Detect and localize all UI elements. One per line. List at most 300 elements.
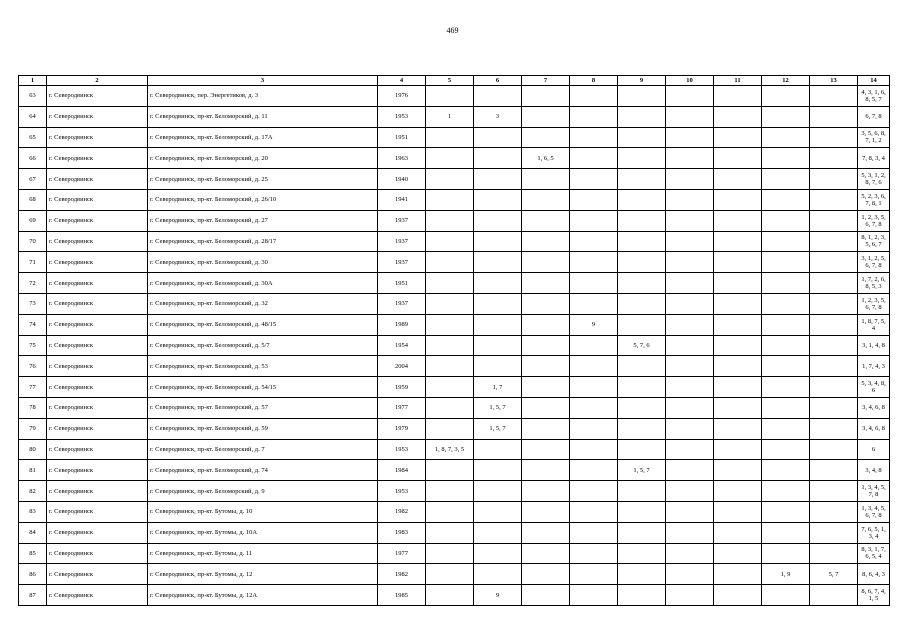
col11-cell bbox=[714, 314, 762, 335]
col6-cell: 1, 5, 7 bbox=[474, 397, 522, 418]
col9-cell bbox=[618, 522, 666, 543]
col6-cell bbox=[474, 439, 522, 460]
table-row bbox=[19, 148, 890, 169]
col12-cell bbox=[762, 522, 810, 543]
col11-cell bbox=[714, 231, 762, 252]
col12-cell bbox=[762, 169, 810, 190]
col5-cell bbox=[426, 522, 474, 543]
column-header-6: 6 bbox=[474, 76, 522, 86]
col8-cell bbox=[570, 501, 618, 522]
col9-cell bbox=[618, 169, 666, 190]
col5-cell bbox=[426, 127, 474, 148]
col13-cell bbox=[810, 314, 858, 335]
col8-cell bbox=[570, 397, 618, 418]
col12-cell bbox=[762, 460, 810, 481]
col14-cell: 8, 1, 2, 3, 5, 6, 7 bbox=[858, 231, 890, 252]
col10-cell bbox=[666, 231, 714, 252]
table-row bbox=[19, 418, 890, 439]
col10-cell bbox=[666, 439, 714, 460]
col6-cell bbox=[474, 356, 522, 377]
table-row bbox=[19, 273, 890, 294]
address-cell: г. Северодвинск, пр-кт. Беломорский, д. 57 bbox=[148, 397, 378, 418]
col8-cell bbox=[570, 481, 618, 502]
col14-cell: 1, 7, 2, 6, 8, 5, 3 bbox=[858, 273, 890, 294]
col11-cell bbox=[714, 543, 762, 564]
col14-cell: 3, 1, 4, 8 bbox=[858, 335, 890, 356]
city-cell: г. Северодвинск bbox=[47, 522, 148, 543]
address-cell: г. Северодвинск, пр-кт. Беломорский, д. 30А bbox=[148, 273, 378, 294]
col7-cell bbox=[522, 377, 570, 398]
row-number: 86 bbox=[19, 564, 47, 585]
col10-cell bbox=[666, 377, 714, 398]
city-cell: г. Северодвинск bbox=[47, 356, 148, 377]
col12-cell bbox=[762, 418, 810, 439]
address-cell: г. Северодвинск, пр-кт. Бутомы, д. 12 bbox=[148, 564, 378, 585]
col9-cell bbox=[618, 501, 666, 522]
col12-cell: 1, 9 bbox=[762, 564, 810, 585]
col5-cell bbox=[426, 501, 474, 522]
table-row bbox=[19, 252, 890, 273]
col9-cell bbox=[618, 397, 666, 418]
address-cell: г. Северодвинск, пр-кт. Беломорский, д. 26/10 bbox=[148, 189, 378, 210]
address-cell: г. Северодвинск, пр-кт. Беломорский, д. 59 bbox=[148, 418, 378, 439]
row-number: 74 bbox=[19, 314, 47, 335]
address-cell: г. Северодвинск, пр-кт. Беломорский, д. 54/15 bbox=[148, 377, 378, 398]
table-row bbox=[19, 293, 890, 314]
col5-cell bbox=[426, 148, 474, 169]
table-row bbox=[19, 169, 890, 190]
address-cell: г. Северодвинск, пр-кт. Беломорский, д. 74 bbox=[148, 460, 378, 481]
city-cell: г. Северодвинск bbox=[47, 335, 148, 356]
col7-cell bbox=[522, 231, 570, 252]
year-cell: 1953 bbox=[378, 439, 426, 460]
col9-cell bbox=[618, 86, 666, 107]
row-number: 69 bbox=[19, 210, 47, 231]
row-number: 80 bbox=[19, 439, 47, 460]
col7-cell bbox=[522, 273, 570, 294]
city-cell: г. Северодвинск bbox=[47, 252, 148, 273]
table-row bbox=[19, 86, 890, 107]
col8-cell bbox=[570, 335, 618, 356]
col6-cell bbox=[474, 481, 522, 502]
col7-cell bbox=[522, 564, 570, 585]
city-cell: г. Северодвинск bbox=[47, 439, 148, 460]
address-cell: г. Северодвинск, пр-кт. Беломорский, д. 32 bbox=[148, 293, 378, 314]
city-cell: г. Северодвинск bbox=[47, 148, 148, 169]
col13-cell bbox=[810, 273, 858, 294]
row-number: 66 bbox=[19, 148, 47, 169]
address-cell: г. Северодвинск, пр-кт. Бутомы, д. 12А bbox=[148, 585, 378, 606]
col7-cell bbox=[522, 127, 570, 148]
col9-cell bbox=[618, 127, 666, 148]
year-cell: 1983 bbox=[378, 522, 426, 543]
col6-cell bbox=[474, 86, 522, 107]
address-cell: г. Северодвинск, пр-кт. Беломорский, д. 53 bbox=[148, 356, 378, 377]
table-body bbox=[19, 86, 890, 606]
column-header-3: 3 bbox=[148, 76, 378, 86]
col9-cell bbox=[618, 314, 666, 335]
col5-cell bbox=[426, 397, 474, 418]
year-cell: 1959 bbox=[378, 377, 426, 398]
col12-cell bbox=[762, 127, 810, 148]
col5-cell bbox=[426, 356, 474, 377]
col11-cell bbox=[714, 418, 762, 439]
col5-cell bbox=[426, 460, 474, 481]
col11-cell bbox=[714, 293, 762, 314]
col10-cell bbox=[666, 106, 714, 127]
column-header-1: 1 bbox=[19, 76, 47, 86]
col5-cell: 1, 8, 7, 3, 5 bbox=[426, 439, 474, 460]
col13-cell bbox=[810, 169, 858, 190]
col12-cell bbox=[762, 148, 810, 169]
column-header-7: 7 bbox=[522, 76, 570, 86]
col7-cell bbox=[522, 439, 570, 460]
col10-cell bbox=[666, 189, 714, 210]
col8-cell bbox=[570, 189, 618, 210]
col9-cell bbox=[618, 189, 666, 210]
year-cell: 1979 bbox=[378, 418, 426, 439]
row-number: 70 bbox=[19, 231, 47, 252]
col12-cell bbox=[762, 231, 810, 252]
col9-cell bbox=[618, 252, 666, 273]
col5-cell bbox=[426, 564, 474, 585]
table-row bbox=[19, 501, 890, 522]
table-row bbox=[19, 335, 890, 356]
row-number: 82 bbox=[19, 481, 47, 502]
row-number: 73 bbox=[19, 293, 47, 314]
col12-cell bbox=[762, 273, 810, 294]
year-cell: 1951 bbox=[378, 127, 426, 148]
table-row bbox=[19, 481, 890, 502]
col7-cell bbox=[522, 314, 570, 335]
col9-cell bbox=[618, 231, 666, 252]
column-number-header-row bbox=[19, 76, 890, 86]
city-cell: г. Северодвинск bbox=[47, 377, 148, 398]
city-cell: г. Северодвинск bbox=[47, 501, 148, 522]
col8-cell bbox=[570, 585, 618, 606]
col14-cell: 3, 5, 6, 8, 7, 1, 2 bbox=[858, 127, 890, 148]
col5-cell bbox=[426, 543, 474, 564]
col6-cell bbox=[474, 335, 522, 356]
col13-cell bbox=[810, 252, 858, 273]
col7-cell bbox=[522, 293, 570, 314]
col12-cell bbox=[762, 335, 810, 356]
col9-cell bbox=[618, 106, 666, 127]
col11-cell bbox=[714, 210, 762, 231]
col12-cell bbox=[762, 293, 810, 314]
year-cell: 1977 bbox=[378, 397, 426, 418]
col14-cell: 8, 6, 7, 4, 1, 5 bbox=[858, 585, 890, 606]
col14-cell: 7, 8, 3, 4 bbox=[858, 148, 890, 169]
col13-cell: 5, 7 bbox=[810, 564, 858, 585]
col6-cell: 3 bbox=[474, 106, 522, 127]
col10-cell bbox=[666, 252, 714, 273]
col13-cell bbox=[810, 481, 858, 502]
col8-cell bbox=[570, 252, 618, 273]
row-number: 64 bbox=[19, 106, 47, 127]
col14-cell: 3, 4, 6, 8 bbox=[858, 418, 890, 439]
col8-cell bbox=[570, 377, 618, 398]
col12-cell bbox=[762, 356, 810, 377]
col5-cell bbox=[426, 86, 474, 107]
row-number: 78 bbox=[19, 397, 47, 418]
row-number: 65 bbox=[19, 127, 47, 148]
col7-cell bbox=[522, 252, 570, 273]
col10-cell bbox=[666, 397, 714, 418]
col9-cell bbox=[618, 439, 666, 460]
column-header-8: 8 bbox=[570, 76, 618, 86]
city-cell: г. Северодвинск bbox=[47, 273, 148, 294]
col11-cell bbox=[714, 148, 762, 169]
col10-cell bbox=[666, 293, 714, 314]
col11-cell bbox=[714, 189, 762, 210]
col8-cell bbox=[570, 460, 618, 481]
address-cell: г. Северодвинск, пр-кт. Беломорский, д. 30 bbox=[148, 252, 378, 273]
address-cell: г. Северодвинск, пр-кт. Беломорский, д. 7 bbox=[148, 439, 378, 460]
col10-cell bbox=[666, 273, 714, 294]
col8-cell bbox=[570, 418, 618, 439]
col14-cell: 1, 3, 4, 5, 6, 7, 8 bbox=[858, 501, 890, 522]
col10-cell bbox=[666, 314, 714, 335]
col14-cell: 5, 3, 1, 2, 8, 7, 6 bbox=[858, 169, 890, 190]
col7-cell bbox=[522, 169, 570, 190]
col6-cell bbox=[474, 189, 522, 210]
col9-cell bbox=[618, 543, 666, 564]
row-number: 71 bbox=[19, 252, 47, 273]
row-number: 63 bbox=[19, 86, 47, 107]
col13-cell bbox=[810, 585, 858, 606]
col14-cell: 6, 7, 8 bbox=[858, 106, 890, 127]
address-cell: г. Северодвинск, пр-кт. Беломорский, д. 27 bbox=[148, 210, 378, 231]
col13-cell bbox=[810, 189, 858, 210]
col13-cell bbox=[810, 106, 858, 127]
col13-cell bbox=[810, 231, 858, 252]
col14-cell: 1, 2, 3, 5, 6, 7, 8 bbox=[858, 210, 890, 231]
col10-cell bbox=[666, 543, 714, 564]
col9-cell bbox=[618, 564, 666, 585]
col13-cell bbox=[810, 397, 858, 418]
col14-cell: 1, 8, 7, 5, 4 bbox=[858, 314, 890, 335]
year-cell: 1984 bbox=[378, 460, 426, 481]
col11-cell bbox=[714, 397, 762, 418]
city-cell: г. Северодвинск bbox=[47, 127, 148, 148]
col13-cell bbox=[810, 543, 858, 564]
col6-cell: 1, 7 bbox=[474, 377, 522, 398]
col12-cell bbox=[762, 439, 810, 460]
col9-cell bbox=[618, 356, 666, 377]
col6-cell: 1, 5, 7 bbox=[474, 418, 522, 439]
col6-cell bbox=[474, 127, 522, 148]
table-row bbox=[19, 460, 890, 481]
col8-cell bbox=[570, 86, 618, 107]
col9-cell bbox=[618, 148, 666, 169]
col10-cell bbox=[666, 585, 714, 606]
col5-cell bbox=[426, 231, 474, 252]
col6-cell bbox=[474, 460, 522, 481]
col10-cell bbox=[666, 127, 714, 148]
col13-cell bbox=[810, 460, 858, 481]
column-header-13: 13 bbox=[810, 76, 858, 86]
col12-cell bbox=[762, 314, 810, 335]
col14-cell: 7, 6, 5, 1, 3, 4 bbox=[858, 522, 890, 543]
col6-cell: 9 bbox=[474, 585, 522, 606]
col7-cell bbox=[522, 86, 570, 107]
city-cell: г. Северодвинск bbox=[47, 210, 148, 231]
col6-cell bbox=[474, 522, 522, 543]
col7-cell bbox=[522, 335, 570, 356]
col12-cell bbox=[762, 86, 810, 107]
table-row bbox=[19, 439, 890, 460]
city-cell: г. Северодвинск bbox=[47, 169, 148, 190]
table-row bbox=[19, 585, 890, 606]
col8-cell bbox=[570, 210, 618, 231]
city-cell: г. Северодвинск bbox=[47, 543, 148, 564]
col8-cell bbox=[570, 522, 618, 543]
col9-cell bbox=[618, 418, 666, 439]
year-cell: 1951 bbox=[378, 273, 426, 294]
col6-cell bbox=[474, 564, 522, 585]
col7-cell bbox=[522, 356, 570, 377]
col14-cell: 1, 2, 3, 5, 6, 7, 8 bbox=[858, 293, 890, 314]
col9-cell: 5, 7, 6 bbox=[618, 335, 666, 356]
col11-cell bbox=[714, 501, 762, 522]
address-cell: г. Северодвинск, пр-кт. Бутомы, д. 10А bbox=[148, 522, 378, 543]
col7-cell bbox=[522, 501, 570, 522]
col5-cell bbox=[426, 335, 474, 356]
col7-cell: 1, 6, 5 bbox=[522, 148, 570, 169]
col7-cell bbox=[522, 418, 570, 439]
table-row bbox=[19, 127, 890, 148]
col10-cell bbox=[666, 481, 714, 502]
col13-cell bbox=[810, 86, 858, 107]
table-row bbox=[19, 106, 890, 127]
table-row bbox=[19, 210, 890, 231]
col11-cell bbox=[714, 439, 762, 460]
row-number: 67 bbox=[19, 169, 47, 190]
row-number: 81 bbox=[19, 460, 47, 481]
year-cell: 1989 bbox=[378, 314, 426, 335]
city-cell: г. Северодвинск bbox=[47, 418, 148, 439]
col12-cell bbox=[762, 252, 810, 273]
address-cell: г. Северодвинск, пр-кт. Беломорский, д. 11 bbox=[148, 106, 378, 127]
col8-cell bbox=[570, 439, 618, 460]
col11-cell bbox=[714, 127, 762, 148]
year-cell: 1963 bbox=[378, 148, 426, 169]
col10-cell bbox=[666, 356, 714, 377]
col12-cell bbox=[762, 189, 810, 210]
col12-cell bbox=[762, 377, 810, 398]
year-cell: 1937 bbox=[378, 231, 426, 252]
col7-cell bbox=[522, 481, 570, 502]
col6-cell bbox=[474, 293, 522, 314]
address-cell: г. Северодвинск, пр-кт. Беломорский, д. 28/17 bbox=[148, 231, 378, 252]
col5-cell bbox=[426, 210, 474, 231]
col13-cell bbox=[810, 356, 858, 377]
col11-cell bbox=[714, 273, 762, 294]
row-number: 79 bbox=[19, 418, 47, 439]
address-cell: г. Северодвинск, пр-кт. Беломорский, д. 20 bbox=[148, 148, 378, 169]
col8-cell bbox=[570, 273, 618, 294]
col14-cell: 4, 3, 1, 6, 8, 5, 7 bbox=[858, 86, 890, 107]
col13-cell bbox=[810, 127, 858, 148]
year-cell: 1941 bbox=[378, 189, 426, 210]
col9-cell bbox=[618, 481, 666, 502]
col7-cell bbox=[522, 522, 570, 543]
col6-cell bbox=[474, 231, 522, 252]
col11-cell bbox=[714, 356, 762, 377]
col14-cell: 3, 1, 2, 5, 6, 7, 8 bbox=[858, 252, 890, 273]
address-cell: г. Северодвинск, пер. Энергетиков, д. 3 bbox=[148, 86, 378, 107]
column-header-4: 4 bbox=[378, 76, 426, 86]
address-cell: г. Северодвинск, пр-кт. Бутомы, д. 10 bbox=[148, 501, 378, 522]
city-cell: г. Северодвинск bbox=[47, 86, 148, 107]
col11-cell bbox=[714, 377, 762, 398]
col5-cell bbox=[426, 189, 474, 210]
address-cell: г. Северодвинск, пр-кт. Беломорский, д. 48/15 bbox=[148, 314, 378, 335]
row-number: 76 bbox=[19, 356, 47, 377]
col12-cell bbox=[762, 543, 810, 564]
column-header-12: 12 bbox=[762, 76, 810, 86]
col7-cell bbox=[522, 189, 570, 210]
row-number: 72 bbox=[19, 273, 47, 294]
col7-cell bbox=[522, 585, 570, 606]
col5-cell bbox=[426, 585, 474, 606]
column-header-9: 9 bbox=[618, 76, 666, 86]
col14-cell: 8, 3, 1, 7, 6, 5, 4 bbox=[858, 543, 890, 564]
column-header-5: 5 bbox=[426, 76, 474, 86]
col6-cell bbox=[474, 501, 522, 522]
col9-cell bbox=[618, 273, 666, 294]
col12-cell bbox=[762, 585, 810, 606]
col14-cell: 1, 3, 4, 5, 7, 8 bbox=[858, 481, 890, 502]
col8-cell bbox=[570, 106, 618, 127]
col8-cell bbox=[570, 564, 618, 585]
col8-cell bbox=[570, 231, 618, 252]
address-cell: г. Северодвинск, пр-кт. Бутомы, д. 11 bbox=[148, 543, 378, 564]
year-cell: 1937 bbox=[378, 293, 426, 314]
col10-cell bbox=[666, 148, 714, 169]
table-row bbox=[19, 564, 890, 585]
col13-cell bbox=[810, 522, 858, 543]
col12-cell bbox=[762, 397, 810, 418]
col7-cell bbox=[522, 543, 570, 564]
col10-cell bbox=[666, 564, 714, 585]
table-row bbox=[19, 377, 890, 398]
col13-cell bbox=[810, 148, 858, 169]
col10-cell bbox=[666, 86, 714, 107]
col6-cell bbox=[474, 252, 522, 273]
city-cell: г. Северодвинск bbox=[47, 397, 148, 418]
col10-cell bbox=[666, 460, 714, 481]
table-row bbox=[19, 522, 890, 543]
address-cell: г. Северодвинск, пр-кт. Беломорский, д. 25 bbox=[148, 169, 378, 190]
col11-cell bbox=[714, 169, 762, 190]
col11-cell bbox=[714, 86, 762, 107]
col13-cell bbox=[810, 210, 858, 231]
table-row bbox=[19, 314, 890, 335]
year-cell: 1940 bbox=[378, 169, 426, 190]
col14-cell: 6 bbox=[858, 439, 890, 460]
col10-cell bbox=[666, 418, 714, 439]
col5-cell bbox=[426, 418, 474, 439]
col10-cell bbox=[666, 169, 714, 190]
col12-cell bbox=[762, 106, 810, 127]
col9-cell bbox=[618, 293, 666, 314]
year-cell: 1977 bbox=[378, 543, 426, 564]
row-number: 77 bbox=[19, 377, 47, 398]
row-number: 84 bbox=[19, 522, 47, 543]
col11-cell bbox=[714, 564, 762, 585]
